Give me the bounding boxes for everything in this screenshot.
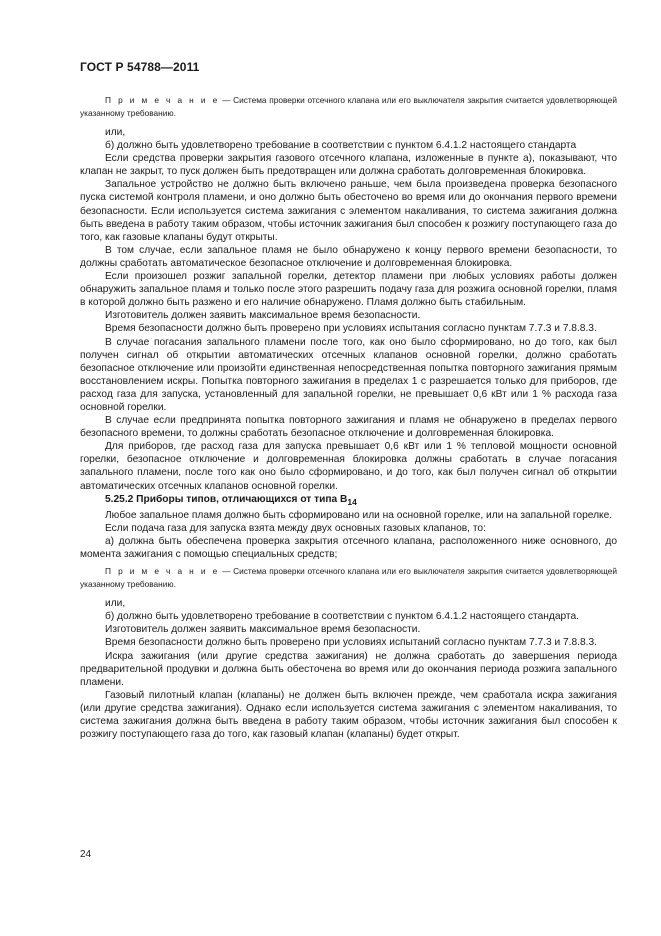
paragraph-pilot-extinction: В случае погасания запального пламени после того, как оно было сформировано, но до того, как был получен сигнал об открытии автоматических отсечных клапанов основной горелки, должно сработать безопасное отключение или произойти единственная непосредственная попытка повторного зажигания прямым восстановлением искры. Попытка повторного зажигания в пределах 1 с разрешается только для приборов, где расход газа для запуска, установленный для запальной горелки, не превышает 0,6 кВт или 1 % расхода газа основной горелки. — [80, 336, 617, 413]
paragraph-high-start-rate: Для приборов, где расход газа для запуска превышает 0,6 кВт или 1 % тепловой мощности основной горелки, безопасное отключение и долговременная блокировка должны сработать в случае погасания запального пламени, после того как оно было сформировано, и до того, как был получен сигнал об открытии автоматических отсечных клапанов основной горелки. — [80, 441, 617, 492]
paragraph-ignition-spark: Искра зажигания (или другие средства зажигания) не должна сработать до завершения периода предварительной продувки и должна быть обесточена во время или до окончания периода розжига запального пламени. — [80, 650, 617, 688]
paragraph-a-check: а) должна быть обеспечена проверка закрытия отсечного клапана, расположенного ниже основного, до момента зажигания с помощью специальных средств; — [80, 535, 617, 561]
paragraph-or-2: или, — [105, 598, 126, 610]
paragraph-reignition: В случае если предпринята попытка повторного зажигания и пламя не обнаружено в пределах первого безопасного времени, то должны сработать безопасное отключение и долговременная блокировка. — [80, 415, 617, 440]
paragraph-pilot-ignition: Если произошел розжиг запальной горелки, детектор пламени при любых условиях работы должен обнаружить запальное пламя и только после этого разрешить подачу газа для розжига основной горелки, пламя в которой должно быть разжено и его наличие обнаружено. Пламя должно быть стабильным. — [80, 271, 617, 309]
page-number: 24 — [80, 849, 92, 860]
paragraph-b-1: б) должно быть удовлетворено требование в соответствии с пунктом 6.4.1.2 настоящего стандарта — [105, 140, 577, 152]
section-heading-subscript: 14 — [347, 496, 357, 507]
section-heading-text: 5.25.2 Приборы типов, отличающихся от типа B — [105, 493, 348, 505]
paragraph-pilot-location: Любое запальное пламя должно быть сформировано или на основной горелке, или на запальной горелке. — [105, 509, 613, 521]
paragraph-check-failure: Если средства проверки закрытия газового отсечного клапана, изложенные в пункте а), показывают, что клапан не закрыт, то пуск должен быть предотвращен или должна сработать долговременная блокировка. — [80, 153, 617, 178]
paragraph-manufacturer-1: Изготовитель должен заявить максимальное время безопасности. — [105, 310, 421, 322]
note-label-1: П р и м е ч а н и е — [105, 95, 220, 105]
paragraph-ignition-device: Запальное устройство не должно быть включено раньше, чем была произведена проверка безопасного пуска системой контроля пламени, и оно должно быть обесточено во время или до окончания первого времени безопасности. Если используется система зажигания с элементом накаливания, то система зажигания должна быть введена в работу таким образом, чтобы источник зажигания был способен к розжигу поступающего газа до того, как газовые клапаны будут открыты. — [80, 179, 617, 243]
note-paragraph-2 — [80, 565, 617, 591]
paragraph-manufacturer-2: Изготовитель должен заявить максимальное время безопасности. — [105, 624, 421, 636]
note-text-1: — Система проверки отсечного клапана или его выключателя закрытия считается удовлетворяющей указанному требованию. — [80, 95, 617, 118]
paragraph-no-pilot-flame: В том случае, если запальное пламя не было обнаружено к концу первого времени безопасности, то должны сработать автоматическое безопасное отключение и долговременная блокировка. — [80, 244, 617, 269]
note-text-2: — Система проверки отсечного клапана или его выключателя закрытия считается удовлетворяющей указанному требованию. — [80, 566, 617, 590]
paragraph-gas-supply: Если подача газа для запуска взята между двух основных газовых клапанов, то: — [105, 522, 486, 534]
paragraph-or-1: или, — [105, 127, 126, 138]
document-body — [80, 94, 617, 741]
standard-title: ГОСТ Р 54788—2011 — [80, 60, 200, 74]
paragraph-safety-time-2: Время безопасности должно быть проверено при условиях испытаний согласно пунктам 7.7.3 и 7.8.8.3. — [105, 637, 597, 649]
section-heading-5-25-2 — [80, 493, 617, 509]
note-paragraph-1 — [80, 94, 617, 120]
document-page — [80, 60, 617, 741]
paragraph-b-2: б) должно быть удовлетворено требование в соответствии с пунктом 6.4.1.2 настоящего стандарта. — [105, 611, 579, 623]
paragraph-pilot-valve: Газовый пилотный клапан (клапаны) не должен быть включен прежде, чем сработала искра зажигания (или другие средства зажигания). Однако если используется система зажигания с элементом накаливания, то система зажигания должна быть введена в работу таким образом, чтобы источник зажигания был способен к розжигу поступающего газа до того, как газовый клапан (клапаны) будет открыт. — [80, 689, 617, 741]
note-label-2: П р и м е ч а н и е — [105, 566, 220, 577]
paragraph-safety-time-1: Время безопасности должно быть проверено при условиях испытания согласно пунктам 7.7.3 и 7.8.8.3. — [105, 323, 597, 335]
